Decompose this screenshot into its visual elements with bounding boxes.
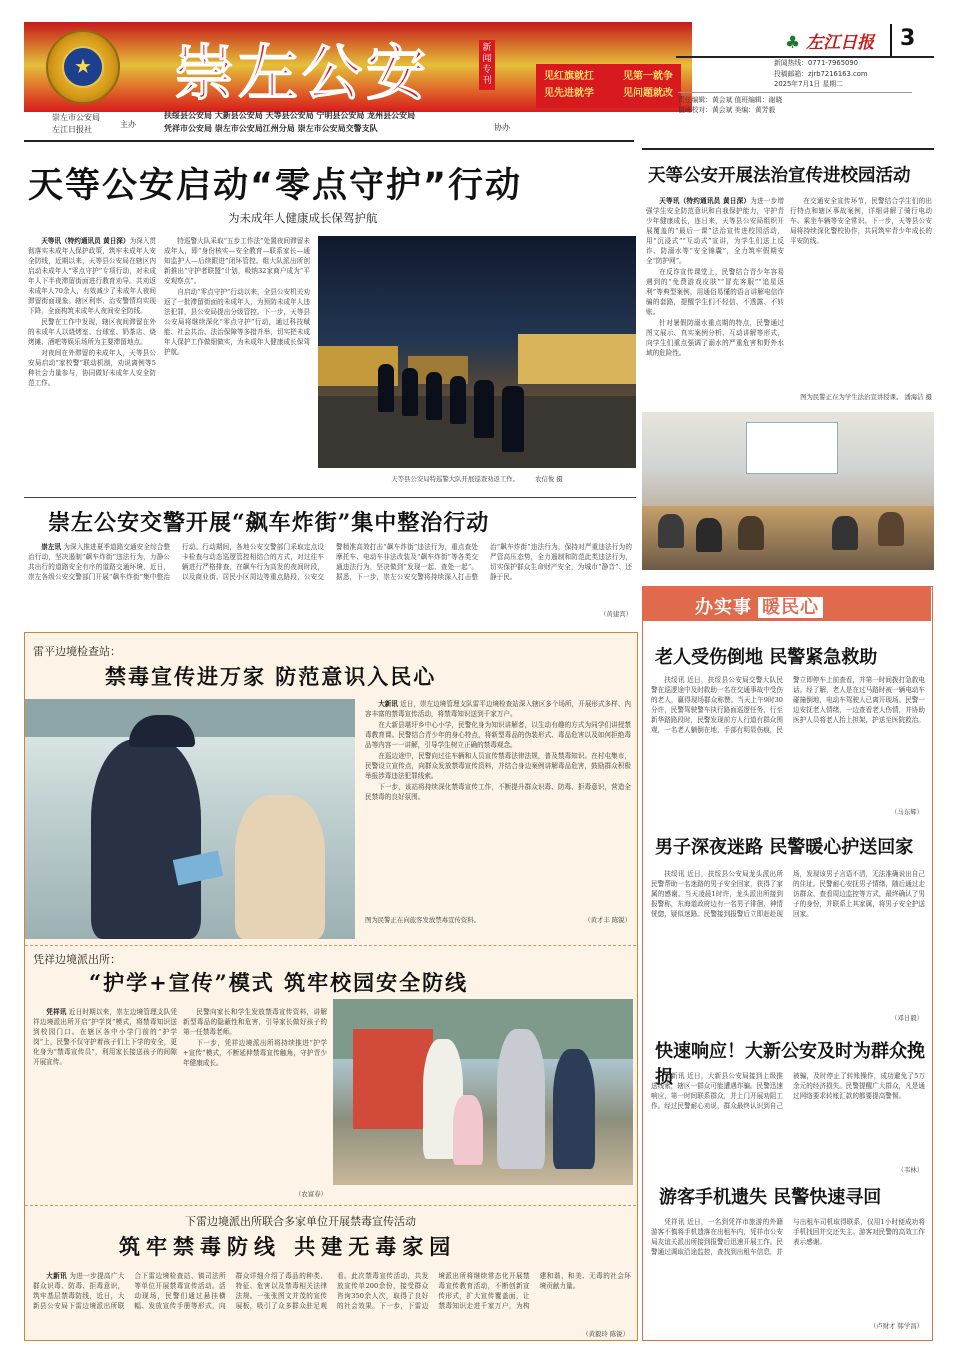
story-headline: 禁毒宣传进万家 防范意识入民心	[105, 664, 437, 689]
paragraph: 下一步，该站将持续深化禁毒宣传工作，不断提升群众识毒、防毒、拒毒意识，营造全民禁毒的良好氛围。	[365, 783, 631, 801]
section-label: 凭祥边境派出所：	[33, 953, 121, 966]
paper-name: 左江日报	[806, 33, 875, 53]
dateline: 大新讯	[46, 1272, 67, 1280]
co-organizer-label: 协办	[494, 123, 510, 132]
co-org-line: 扶绥县公安局 大新县公安局 天等县公安局 宁明县公安局 龙州县公安局	[164, 111, 416, 120]
paragraph: 下一步，凭祥边境派出所将持续推进“护学+宣传”模式，不断延伸禁毒宣传触角，守护青少年健康成长。	[183, 1039, 327, 1067]
dateline: 凭祥讯	[46, 1008, 67, 1016]
paragraph: 近日时期以来，崇左边境管理支队凭祥边境派出所开启“护学岗”模式，将禁毒知识送到校园门口。在辖区各中小学门前的“护学岗”上，民警不仅守护着孩子们上下学的安全，更化身为“禁毒宣传员”，利用家长接送孩子的间隙开展宣传。	[33, 1008, 177, 1066]
story-headline: 崇左公安交警开展“飙车炸街”集中整治行动	[48, 510, 490, 536]
officer-figure	[91, 739, 201, 939]
bus-photo	[25, 699, 355, 939]
slogan-box	[536, 64, 681, 108]
story-column	[646, 196, 784, 402]
caption-text: 天等县公安局特巡警大队开展巡查劝返工作。	[391, 475, 520, 483]
box-label: 办实事	[695, 597, 752, 618]
paragraph: 为进一步提高广大群众识毒、防毒、拒毒意识，筑牢基层禁毒防线，近日，大新县公安局下雷边境派出所联合下雷边境检查站、镇司法所等单位开展禁毒宣传活动。活动现场，民警们通过悬挂横幅、发放宣传手册等形式，向群众详细介绍了毒品的种类、特征、危害以及禁毒相关法律法规。一张张图文并茂的宣传展板，吸引了众多群众驻足观看。此次禁毒宣传活动，共发放宣传单200余份，接受群众咨询350余人次，取得了良好的社会效果。下一步，下雷边境派出所将继续常态化开展禁毒宣传教育活动，不断创新宣传形式，扩大宣传覆盖面，让禁毒知识走进千家万户，为构建和谐、和美、无毒的社会环境贡献力量。	[33, 1272, 631, 1310]
masthead-banner	[24, 22, 692, 112]
photo-caption	[318, 474, 636, 483]
host-label: 主办	[120, 120, 136, 129]
paragraph: 扶绥讯 近日，扶绥县公安局交警大队民警在巡逻途中及时救助一名在交通事故中受伤的老人，赢得现场群众称赞。当天上午9时30分许，民警驾驶警车执行路面巡逻任务，行至新华路路段时，民警发现前方人行道有群众围观，一名老人躺倒在地，手部有明显伤痕，民警立即停车上前查看，并第一时间拨打急救电话。经了解，老人是在过马路时被一辆电动车碰撞倒地，电动车驾驶人已离开现场。民警一边安抚老人情绪，一边查看老人伤情，并协助医护人员将老人抬上担架，护送至医院救治。	[651, 676, 925, 734]
story-column	[790, 196, 932, 392]
photo-credit: 农信俊 摄	[535, 475, 563, 483]
paper-info	[678, 58, 912, 128]
byline: （黄毅玲 陈锐）	[582, 1330, 629, 1338]
section-label: 下雷边境派出所联合多家单位开展禁毒宣传活动	[185, 1215, 416, 1228]
paragraph: 为深入推进夏季道路交通安全综合整治行动，坚决遏制“飙车炸街”违法行为，力静公共出行的道路安全有序的道路交通环境，近日，崇左各级公安交警部门开展“飙车炸街”集中整治行动。行动期间，各地公安交警部门采取定点设卡检查与动态巡逻管控相结合的方式，对过往车辆进行严格排查，在飙车行为高发的夜间时段，以及商业街、居民小区周边等重点路段，公安交警精准高效打击“飙车炸街”违法行为，重点查处摩托车、电动车非法改装及“飙车炸街”等各类交通违法行为，坚决做到“发现一起、查处一起”。据悉，下一步，崇左公安交警将持续深入打击整治“飙车炸街”违法行为，保持对严重违法行为的严管高压态势，全力遏制和防范此类违法行为，切实保护群众生命财产安全，为城市“静音”、还静于民。	[28, 543, 632, 581]
paragraph: 大新讯 近日，大新县公安局接到上级推送线索，辖区一群众可能遭遇诈骗。民警迅速响应，第一时间联系群众，并上门开展劝阻工作。经过民警耐心劝说，群众最终认识到自己被骗，及时停止了转账操作，成功避免了5万余元的经济损失。民警提醒广大群众，凡是通过网络要求转账汇款的都要提高警惕。	[651, 1072, 925, 1110]
story-body	[651, 1071, 925, 1163]
slogan: 见问题就改	[623, 88, 673, 99]
passenger-figure	[235, 795, 325, 939]
child-figure	[453, 1095, 483, 1165]
paragraph: 民警向家长和学生发放禁毒宣传资料，讲解新型毒品的隐蔽性和危害，引导家长做好孩子的第一任禁毒老师。	[183, 1008, 327, 1036]
slogan: 见先进就学	[544, 88, 594, 99]
co-org-line: 凭祥市公安局 崇左市公安局江州分局 崇左市公安局交警支队	[164, 123, 378, 133]
box-highlight: 暖民心	[758, 597, 823, 618]
paragraph: 为进一步增强学生安全防范意识和自我保护能力，守护青少年健康成长，连日来，天等县公安局组织开展覆盖的“最后一课”法治宣传进校园活动，用“沉浸式”“互动式”宣讲，为学生们送上反诈、防溺水等“安全锦囊”，全力筑牢假期安全“防护网”。	[646, 197, 784, 265]
story-headline: 男子深夜迷路 民警暖心护送回家	[655, 837, 914, 858]
paragraph: 为深入贯彻落实未成年人保护政策，筑牢未成年人安全防线，近期以来，天等县公安局在辖区内启动未成年人“零点守护”专项行动，对未成年人下半夜滞留街面进行教育劝导。共劝返未成年人70余人，有效减少了未成年人夜间滞留街面现象。辖区利率、治安警情均实现下降，全面构筑未成年人夜间安全防线。	[28, 237, 156, 315]
dateline: 大新讯	[378, 700, 398, 708]
paragraph: 在大新县堪圩乡中心小学，民警化身为知识讲解者，以生动有趣的方式为同学们讲授禁毒教育课。民警结合青少年的身心特点，将新型毒品的伪装形式、毒品危害以及如何拒绝毒品等内容一一讲解，引导学生树立正确的禁毒观念。	[365, 721, 631, 749]
co-organizers	[164, 110, 524, 135]
masthead-title: 崇左公安	[174, 39, 430, 109]
submission-email: 投稿邮箱：zjrb7216163.com	[774, 69, 868, 78]
byline: （邓日毅）	[891, 1014, 923, 1022]
masthead-vertical-tag: 新闻专刊	[479, 40, 495, 90]
service-box-title	[695, 593, 823, 619]
slogan: 见第一就争	[623, 71, 673, 82]
story-body	[651, 1217, 925, 1317]
divider	[25, 945, 636, 946]
byline: （农富春）	[295, 1190, 327, 1198]
officer-figure	[553, 1049, 595, 1169]
news-hotline: 新闻热线：0771-7965090	[774, 59, 859, 67]
paragraph: 在巡边途中，民警向过往车辆和人员宣传禁毒法律法规，普及禁毒知识。在村屯集市，民警设立宣传点，向群众发放禁毒宣传资料，并结合身边案例讲解毒品危害，鼓励群众积极举报涉毒违法犯罪线索。	[365, 752, 631, 780]
divider	[24, 140, 634, 142]
section-label: 雷平边境检查站：	[33, 645, 121, 658]
slogan: 见红旗就扛	[544, 71, 594, 82]
service-box	[642, 586, 933, 1341]
byline: （韦林）	[897, 1166, 923, 1174]
divider	[25, 1205, 636, 1206]
story-column	[183, 1007, 327, 1187]
byline: （黄建宾）	[600, 610, 632, 618]
paper-logo	[785, 28, 874, 53]
story-headline: 筑牢禁毒防线 共建无毒家园	[119, 1234, 457, 1259]
police-emblem-icon: ★	[46, 30, 120, 104]
proof-line: 值班校对：黄会斌 美编：黄芳毅	[678, 106, 776, 114]
host-organizations	[52, 112, 100, 136]
story-headline: 快速响应！大新公安及时为群众挽损	[655, 1041, 925, 1088]
officer-figure	[497, 1029, 545, 1169]
byline: （马东辉）	[891, 808, 923, 816]
story-column	[164, 236, 310, 490]
story-headline: 游客手机遗失 民警快速寻回	[659, 1187, 882, 1208]
caption-line	[365, 915, 631, 924]
paragraph: 自启动“零点守护”行动以来，全县公安机关劝返了一批滞留街面的未成年人，为预防未成年人违法犯罪，县公安局提出分级管控。下一步，天等县公安局将继续深化“零点守护”行动，通过科技赋能、社会共治、法治保障等多措并举，切实把未成年人保护工作做细做实，为未成年人健康成长保驾护航。	[164, 288, 310, 356]
caption-text: 图为民警正在向旅客发放禁毒宣传资料。	[365, 916, 481, 924]
paragraph: 针对暑假防溺水重点期的特点，民警通过图文展示、真实案例分析、互动讲解等形式，向学生们重点强调了溺水的严重危害和野外水域的危险性。	[646, 319, 784, 357]
story-body	[651, 869, 925, 1011]
school-gate-photo	[333, 999, 633, 1185]
dateline: 天等讯（特约通讯员 黄日深）	[659, 197, 751, 205]
story-headline: “护学+宣传”模式 筑牢校园安全防线	[89, 970, 469, 995]
night-patrol-photo	[318, 236, 636, 468]
paragraph: 对夜间在外滞留的未成年人，天等县公安局启动“家校警”联动机制，劝说离例等5种社会力量参与，协同做好未成年人安全防范工作。	[28, 349, 156, 387]
story-column	[28, 236, 156, 490]
host-org: 崇左市公安局	[52, 113, 100, 122]
dateline: 崇左讯	[41, 543, 62, 551]
classroom-photo	[642, 412, 934, 570]
byline: （卢财才 韩学昌）	[869, 1322, 923, 1330]
story-subheadline: 为未成年人健康成长保驾护航	[228, 211, 378, 225]
divider	[890, 24, 892, 56]
story-body	[651, 675, 925, 805]
paragraph: 凭祥讯 近日，一名到凭祥市旅游的外籍游客不慎将手机遗落在出租车内，凭祥市公安局友谊关派出所接到报警后迅速开展工作。民警通过调取沿途监控，查找到出租车信息，并与出租车司机取得联系，仅用1小时便成功将手机找回并交还失主。游客对民警的高效工作表示感谢。	[651, 1218, 925, 1256]
paragraph: 民警在工作中发现，辖区夜间滞留在外的未成年人以烧烤室、台球室、奶茶店、烧烤摊、酒吧等娱乐场所为主要滞留地点。	[28, 318, 156, 346]
byline: 图为民警正在为学生法治宣讲授课。 潘海洁 摄	[800, 393, 932, 401]
story-headline: 天等公安开展法治宣传进校园活动	[648, 166, 911, 186]
story-column	[33, 1007, 177, 1203]
paragraph: 扶绥讯 近日，扶绥县公安局龙头派出所民警帮助一名迷路的男子安全回家，获得了家属的感谢。当天凌晨1时许，龙头派出所接到报警称，东海道政府边有一名男子徘徊，神情恍惚，疑似迷路。民警接到报警后立即赶赴现场，发现该男子言语不清，无法准确说出自己的住址。民警耐心安抚男子情绪，随后通过走访群众、查看周边监控等方式，最终确认了男子的身份，并联系上其家属，将男子安全护送回家。	[651, 870, 925, 918]
paragraph: 近日，崇左边境管理支队雷平边境检查站深入辖区多个场所，开展形式多样、内容丰富的禁毒宣传活动，将禁毒知识送到千家万户。	[365, 700, 631, 718]
paragraph: 特巡警大队采取“五步工作法”处置夜间滞留未成年人，即“身份核实—安全教育—联系家长—通知监护人—后续跟进”闭环管控。组大队派出所创新推出“守护者联盟”计划，吸纳32家商户成为“平安观察点”。	[164, 237, 310, 285]
editors-line: 责任编辑：黄会斌 值班编辑：谢晓	[678, 95, 783, 104]
divider	[678, 92, 912, 93]
paragraph: 在反诈宣传课堂上，民警结合青少年容易遇到的“免费游戏皮肤”“冒充客服”“追星返利”等典型案例，用通俗易懂的语言讲解电信诈骗的套路，提醒学生们不轻信、不透露、不转账。	[646, 268, 784, 316]
dateline: 天等讯（特约通讯员 黄日深）	[41, 237, 130, 245]
tree-icon: ♣	[785, 33, 801, 53]
divider	[642, 148, 934, 150]
story-headline: 天等公安启动“零点守护”行动	[28, 166, 523, 206]
story-body	[33, 1271, 631, 1329]
issue-date: 2025年7月1日 星期二	[774, 80, 843, 88]
divider	[24, 497, 636, 498]
byline: （黄才丰 陈锐）	[584, 916, 631, 924]
paragraph: 在交通安全宣传环节，民警结合学生们的出行特点和辖区事故案例，详细讲解了骑行电动车、乘坐车辆等安全常识。下一步，天等县公安局将持续深化警校协作，共同筑牢青少年成长的平安防线。	[790, 197, 932, 245]
service-box-header	[643, 587, 931, 621]
host-org: 左江日报社	[52, 125, 92, 134]
story-body	[365, 699, 631, 903]
page-number: 3	[900, 26, 916, 51]
anti-drug-box	[24, 632, 638, 1341]
story-headline: 老人受伤倒地 民警紧急救助	[655, 647, 878, 668]
projection-screen	[746, 422, 838, 474]
story-body	[28, 542, 632, 606]
